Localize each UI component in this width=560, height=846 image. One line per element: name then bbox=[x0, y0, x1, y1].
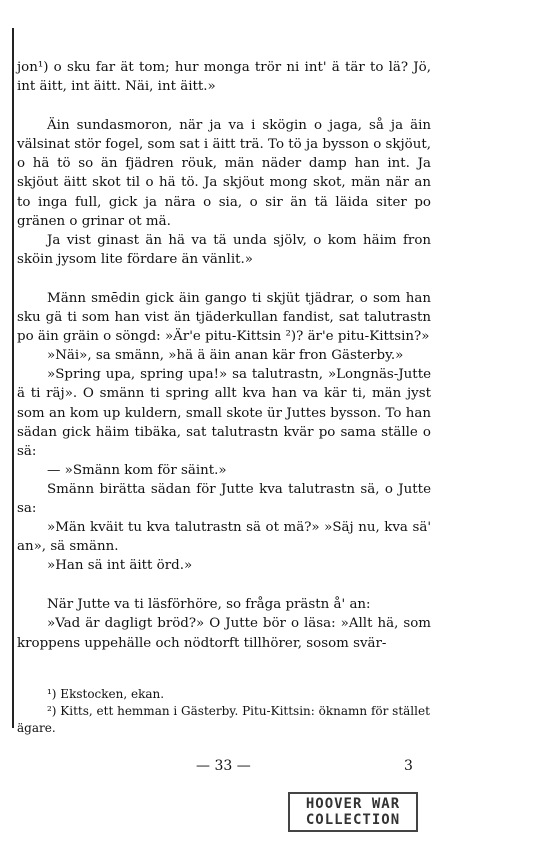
library-stamp bbox=[288, 792, 418, 832]
paragraph: jon¹) o sku far ät tom; hur monga trör ni int' ä tär to lä? Jö, int äitt, int äitt. Näi, int äitt.» bbox=[17, 60, 431, 95]
paragraph: Männ smēdin gick äin gango ti skjüt tjädrar, o som han sku gä ti som han vist än tjäderkullan fandist, sat talutrastn po äin gräin o söngd: »Är'e pitu-Kittsin ²)? är'e pitu-Kittsin?» bbox=[17, 290, 431, 345]
paragraph: När Jutte va ti läsförhöre, so fråga prästn å' an: bbox=[47, 597, 371, 613]
footnote: ²) Kitts, ett hemman i Gästerby. Pitu-Kittsin: öknamn för stället ägare. bbox=[17, 704, 430, 735]
paragraph: »Vad är dagligt bröd?» O Jutte bör o läsa: »Allt hä, som kroppens uppehälle och nödtorft tillhörer, sosom svär- bbox=[17, 616, 431, 651]
stamp-line: COLLECTION bbox=[305, 812, 401, 828]
section-gap bbox=[17, 575, 431, 595]
footnote: ¹) Ekstocken, ekan. bbox=[47, 687, 165, 701]
paragraph: Ja vist ginast än hä va tä unda sjölv, o kom häim fron sköin jysom lite fördare än vänlit.» bbox=[17, 232, 431, 267]
section-gap bbox=[17, 96, 431, 116]
paragraph: »Han sä int äitt örd.» bbox=[47, 558, 193, 574]
page-number: — 33 — bbox=[196, 758, 251, 774]
paragraph: »Näi», sa smänn, »hä ä äin anan kär fron Gästerby.» bbox=[47, 348, 404, 364]
paragraph: Smänn birätta sädan för Jutte kva talutrastn sä, o Jutte sa: bbox=[17, 481, 431, 516]
paragraph: »Män kväit tu kva talutrastn sä ot mä?» »Säj nu, kva sä' an», sä smänn. bbox=[17, 520, 431, 555]
paragraph: »Spring upa, spring upa!» sa talutrastn, »Longnäs-Jutte ä ti räj». O smänn ti spring allt kva han va kär ti, män jyst som an kom up kuldern, small skote ür Juttes bysson. To han sädan gick häim tibäka, sat talutrastn kvär po sama ställe o sä: bbox=[17, 367, 431, 459]
section-gap bbox=[17, 269, 431, 289]
stamp-line: HOOVER WAR bbox=[305, 796, 401, 812]
paragraph: — »Smänn kom för säint.» bbox=[47, 462, 227, 478]
signature-mark: 3 bbox=[404, 758, 413, 774]
body-text bbox=[17, 58, 431, 653]
page-edge bbox=[12, 28, 14, 728]
paragraph: Äin sundasmoron, när ja va i skögin o jaga, så ja äin välsinat stör fogel, som sat i äitt trä. To tö ja bysson o skjöut, o hä tö so än fjädren röuk, män näder damp han int. Ja skjöut äitt skot til o hä tö. Ja skjöut mong skot, män när an to inga full, gick ja nära o sia, o sir än tä läida siter po gränen o grinar ot mä. bbox=[17, 118, 431, 229]
footnotes bbox=[17, 686, 431, 737]
